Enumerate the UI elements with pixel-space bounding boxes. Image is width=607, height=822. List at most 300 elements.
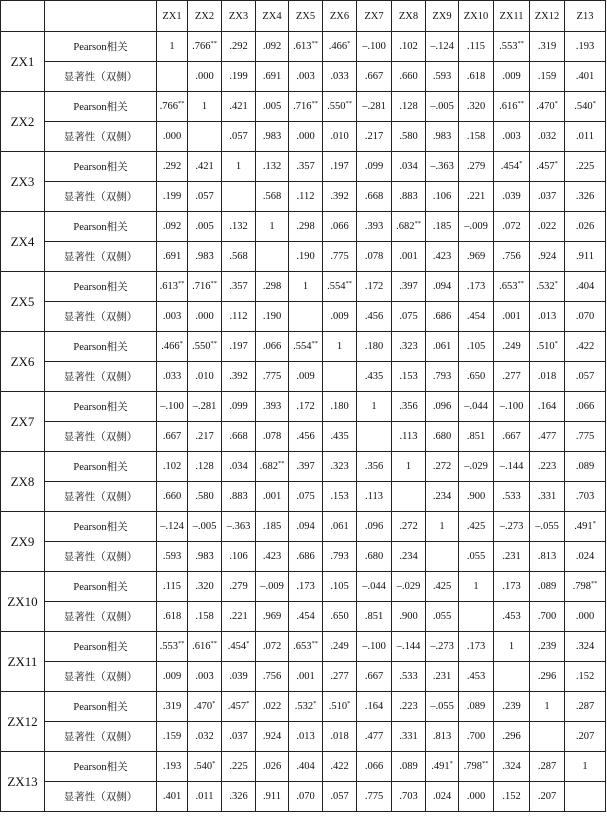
pearson-cell — [323, 332, 357, 362]
pearson-value: .540 — [574, 101, 593, 112]
significance-cell: .009 — [157, 662, 188, 692]
pearson-cell — [289, 92, 323, 122]
pearson-value: .319 — [537, 41, 557, 52]
corner-cell-2 — [45, 1, 157, 32]
pearson-value: .279 — [229, 581, 248, 592]
column-header: ZX1 — [157, 1, 188, 32]
pearson-value: .553 — [159, 641, 178, 652]
column-header: ZX3 — [222, 1, 256, 32]
significance-cell: .190 — [256, 302, 289, 332]
significance-cell: .231 — [426, 662, 459, 692]
significance-cell: .009 — [323, 302, 357, 332]
pearson-cell — [426, 32, 459, 62]
significance-cell: .793 — [323, 542, 357, 572]
significance-cell: .593 — [426, 62, 459, 92]
stat-label-significance: 显著性（双侧） — [45, 542, 157, 572]
pearson-value: .292 — [162, 161, 182, 172]
pearson-value: .292 — [229, 41, 248, 52]
pearson-value: 1 — [544, 701, 550, 712]
pearson-cell — [157, 332, 188, 362]
significance-cell: .668 — [222, 422, 256, 452]
pearson-value: –.100 — [362, 641, 386, 652]
significance-cell: .911 — [256, 782, 289, 812]
pearson-cell — [222, 272, 256, 302]
significance-cell: .003 — [289, 62, 323, 92]
pearson-value: –.009 — [464, 221, 488, 232]
significance-cell: .423 — [426, 242, 459, 272]
pearson-row — [1, 692, 606, 722]
significance-cell — [289, 302, 323, 332]
pearson-cell — [459, 632, 494, 662]
pearson-value: .716 — [293, 101, 312, 112]
pearson-cell — [392, 32, 426, 62]
pearson-cell — [459, 452, 494, 482]
pearson-cell — [256, 692, 289, 722]
significance-cell: .924 — [530, 242, 565, 272]
row-variable-label: ZX9 — [1, 512, 45, 572]
pearson-cell — [494, 272, 530, 302]
pearson-cell — [392, 512, 426, 542]
pearson-cell — [256, 632, 289, 662]
pearson-value: 1 — [582, 761, 588, 772]
pearson-cell — [256, 512, 289, 542]
significance-cell: .533 — [392, 662, 426, 692]
significance-cell: .667 — [357, 662, 392, 692]
pearson-cell — [459, 512, 494, 542]
pearson-cell — [357, 152, 392, 182]
pearson-cell — [256, 152, 289, 182]
pearson-value: –.100 — [499, 401, 524, 412]
pearson-cell — [494, 32, 530, 62]
pearson-value: .550 — [327, 101, 346, 112]
significance-cell: .900 — [392, 602, 426, 632]
significance-cell: .158 — [188, 602, 222, 632]
significance-cell: .775 — [357, 782, 392, 812]
pearson-value: .798 — [463, 761, 482, 772]
column-header: ZX6 — [323, 1, 357, 32]
pearson-cell — [157, 152, 188, 182]
pearson-value: .491 — [574, 521, 593, 532]
significance-cell: .070 — [565, 302, 606, 332]
significance-cell: .153 — [323, 482, 357, 512]
pearson-value: .554 — [293, 341, 312, 352]
pearson-value: .798 — [572, 581, 591, 592]
significance-marker: ** — [414, 220, 421, 227]
significance-cell: .618 — [157, 602, 188, 632]
pearson-value: .185 — [262, 521, 282, 532]
significance-cell: .158 — [459, 122, 494, 152]
significance-row — [1, 422, 606, 452]
pearson-value: .094 — [432, 281, 452, 292]
pearson-cell — [188, 692, 222, 722]
pearson-value: .425 — [466, 521, 486, 532]
pearson-cell — [323, 272, 357, 302]
significance-cell: .703 — [565, 482, 606, 512]
pearson-cell — [157, 212, 188, 242]
significance-cell: .018 — [323, 722, 357, 752]
significance-cell: .924 — [256, 722, 289, 752]
column-header: ZX10 — [459, 1, 494, 32]
significance-cell: .033 — [157, 362, 188, 392]
stat-label-pearson: Pearson相关 — [45, 392, 157, 422]
pearson-value: .066 — [364, 761, 384, 772]
significance-cell: .775 — [565, 422, 606, 452]
pearson-value: .397 — [296, 461, 315, 472]
pearson-cell — [323, 632, 357, 662]
pearson-cell — [222, 632, 256, 662]
pearson-value: –.044 — [362, 581, 386, 592]
pearson-cell — [426, 332, 459, 362]
pearson-value: .066 — [575, 401, 595, 412]
pearson-cell — [565, 332, 606, 362]
pearson-value: .239 — [502, 701, 521, 712]
pearson-value: .466 — [161, 341, 180, 352]
pearson-cell — [494, 632, 530, 662]
pearson-value: .105 — [466, 341, 486, 352]
pearson-cell — [565, 752, 606, 782]
significance-cell: .057 — [565, 362, 606, 392]
significance-cell: .199 — [157, 182, 188, 212]
column-header: Z13 — [565, 1, 606, 32]
significance-cell: .700 — [530, 602, 565, 632]
pearson-value: .323 — [330, 461, 349, 472]
pearson-cell — [323, 92, 357, 122]
pearson-value: .193 — [162, 761, 182, 772]
significance-cell: .000 — [459, 782, 494, 812]
significance-marker: ** — [210, 280, 217, 287]
stat-label-significance: 显著性（双侧） — [45, 662, 157, 692]
pearson-cell — [357, 332, 392, 362]
significance-cell: .533 — [494, 482, 530, 512]
significance-cell: .813 — [426, 722, 459, 752]
pearson-value: .319 — [162, 701, 182, 712]
pearson-value: .099 — [229, 401, 248, 412]
pearson-cell — [256, 452, 289, 482]
significance-cell: .813 — [530, 542, 565, 572]
pearson-cell — [530, 32, 565, 62]
pearson-cell — [494, 152, 530, 182]
pearson-cell — [459, 752, 494, 782]
significance-cell: .401 — [565, 62, 606, 92]
pearson-value: .653 — [293, 641, 312, 652]
row-variable-label: ZX8 — [1, 452, 45, 512]
row-variable-label: ZX7 — [1, 392, 45, 452]
pearson-value: .320 — [195, 581, 214, 592]
pearson-value: .089 — [466, 701, 486, 712]
pearson-cell — [188, 392, 222, 422]
significance-cell: .112 — [222, 302, 256, 332]
pearson-value: .128 — [399, 101, 418, 112]
pearson-cell — [357, 512, 392, 542]
pearson-cell — [392, 152, 426, 182]
pearson-cell — [188, 272, 222, 302]
pearson-value: .425 — [432, 581, 452, 592]
pearson-cell — [426, 632, 459, 662]
pearson-cell — [157, 272, 188, 302]
pearson-value: .172 — [364, 281, 384, 292]
stat-label-significance: 显著性（双侧） — [45, 242, 157, 272]
row-variable-label: ZX11 — [1, 632, 45, 692]
pearson-cell — [459, 692, 494, 722]
pearson-cell — [256, 752, 289, 782]
significance-marker: * — [592, 520, 596, 527]
row-variable-label: ZX12 — [1, 692, 45, 752]
significance-cell: .078 — [357, 242, 392, 272]
significance-marker: ** — [481, 760, 489, 767]
pearson-cell — [530, 752, 565, 782]
significance-marker: ** — [210, 40, 217, 47]
pearson-cell — [530, 272, 565, 302]
pearson-cell — [565, 32, 606, 62]
pearson-cell — [289, 692, 323, 722]
pearson-value: .550 — [192, 341, 211, 352]
pearson-value: .298 — [262, 281, 282, 292]
significance-marker: * — [554, 160, 558, 167]
pearson-value: .223 — [537, 461, 557, 472]
pearson-cell — [157, 392, 188, 422]
pearson-value: .132 — [262, 161, 282, 172]
pearson-value: .324 — [502, 761, 521, 772]
pearson-value: 1 — [508, 641, 515, 652]
stat-label-significance: 显著性（双侧） — [45, 302, 157, 332]
significance-cell: .000 — [565, 602, 606, 632]
pearson-cell — [256, 32, 289, 62]
pearson-value: .094 — [296, 521, 315, 532]
significance-row — [1, 782, 606, 812]
significance-cell: .650 — [459, 362, 494, 392]
pearson-cell — [426, 512, 459, 542]
column-header: ZX11 — [494, 1, 530, 32]
pearson-value: .532 — [536, 281, 555, 292]
pearson-cell — [289, 152, 323, 182]
stat-label-pearson: Pearson相关 — [45, 632, 157, 662]
significance-cell: .580 — [392, 122, 426, 152]
pearson-value: 1 — [405, 461, 412, 472]
pearson-cell — [426, 572, 459, 602]
pearson-value: .454 — [500, 161, 520, 172]
pearson-value: .225 — [575, 161, 595, 172]
stat-label-significance: 显著性（双侧） — [45, 482, 157, 512]
significance-cell — [323, 362, 357, 392]
pearson-row — [1, 152, 606, 182]
pearson-cell — [426, 212, 459, 242]
significance-cell: .331 — [530, 482, 565, 512]
significance-cell: .593 — [157, 542, 188, 572]
significance-marker: ** — [277, 460, 285, 467]
pearson-cell — [392, 92, 426, 122]
pearson-row — [1, 272, 606, 302]
pearson-value: .393 — [364, 221, 384, 232]
significance-cell: .003 — [157, 302, 188, 332]
significance-cell: .983 — [188, 242, 222, 272]
pearson-value: .613 — [159, 281, 178, 292]
pearson-cell — [530, 512, 565, 542]
pearson-value: .356 — [364, 461, 384, 472]
significance-cell: .106 — [222, 542, 256, 572]
pearson-cell — [426, 152, 459, 182]
stat-label-significance: 显著性（双侧） — [45, 782, 157, 812]
significance-cell: .296 — [494, 722, 530, 752]
pearson-cell — [222, 32, 256, 62]
significance-cell: .009 — [494, 62, 530, 92]
pearson-cell — [459, 572, 494, 602]
pearson-value: .132 — [229, 221, 248, 232]
pearson-value: .532 — [294, 701, 314, 712]
significance-marker: ** — [517, 100, 524, 107]
pearson-value: –.029 — [396, 581, 421, 592]
pearson-cell — [289, 212, 323, 242]
significance-cell: .775 — [323, 242, 357, 272]
significance-cell: .326 — [222, 782, 256, 812]
significance-cell: .969 — [256, 602, 289, 632]
pearson-value: .185 — [432, 221, 452, 232]
significance-cell: .883 — [222, 482, 256, 512]
pearson-cell — [289, 32, 323, 62]
pearson-cell — [157, 452, 188, 482]
significance-marker: * — [246, 640, 250, 647]
significance-cell: .686 — [289, 542, 323, 572]
pearson-value: .457 — [227, 701, 247, 712]
pearson-cell — [426, 92, 459, 122]
significance-cell: .435 — [357, 362, 392, 392]
pearson-cell — [392, 212, 426, 242]
pearson-row — [1, 632, 606, 662]
significance-cell: .221 — [222, 602, 256, 632]
significance-cell: .075 — [289, 482, 323, 512]
pearson-value: .197 — [229, 341, 248, 352]
pearson-cell — [530, 452, 565, 482]
row-variable-label: ZX3 — [1, 152, 45, 212]
significance-cell — [565, 782, 606, 812]
pearson-value: –.281 — [362, 101, 386, 112]
pearson-value: 1 — [439, 521, 445, 532]
pearson-cell — [222, 212, 256, 242]
stat-label-significance: 显著性（双侧） — [45, 62, 157, 92]
significance-marker: ** — [311, 340, 318, 347]
pearson-value: .393 — [262, 401, 282, 412]
pearson-cell — [357, 752, 392, 782]
pearson-cell — [459, 212, 494, 242]
significance-cell: .456 — [357, 302, 392, 332]
significance-marker: ** — [177, 280, 185, 287]
significance-cell: .900 — [459, 482, 494, 512]
pearson-value: .491 — [431, 761, 450, 772]
significance-row — [1, 182, 606, 212]
pearson-value: .422 — [575, 341, 595, 352]
pearson-value: .092 — [262, 41, 282, 52]
significance-cell: .883 — [392, 182, 426, 212]
pearson-cell — [222, 692, 256, 722]
pearson-value: 1 — [169, 41, 175, 52]
pearson-cell — [157, 572, 188, 602]
pearson-value: .404 — [575, 281, 595, 292]
stat-label-significance: 显著性（双侧） — [45, 722, 157, 752]
significance-cell: .010 — [323, 122, 357, 152]
significance-cell: .011 — [565, 122, 606, 152]
column-header: ZX2 — [188, 1, 222, 32]
significance-marker: ** — [590, 580, 598, 587]
pearson-cell — [157, 632, 188, 662]
column-header: ZX8 — [392, 1, 426, 32]
stat-label-pearson: Pearson相关 — [45, 212, 157, 242]
pearson-value: .089 — [537, 581, 557, 592]
significance-cell: .152 — [565, 662, 606, 692]
significance-cell: .000 — [157, 122, 188, 152]
pearson-value: .239 — [537, 641, 557, 652]
pearson-cell — [188, 152, 222, 182]
pearson-value: .249 — [502, 341, 521, 352]
significance-cell: .969 — [459, 242, 494, 272]
pearson-cell — [222, 572, 256, 602]
column-header: ZX9 — [426, 1, 459, 32]
significance-marker: * — [347, 40, 351, 47]
significance-marker: * — [449, 760, 453, 767]
pearson-value: .197 — [330, 161, 349, 172]
pearson-cell — [289, 572, 323, 602]
pearson-cell — [565, 632, 606, 662]
pearson-cell — [357, 572, 392, 602]
significance-marker: ** — [311, 640, 318, 647]
row-variable-label: ZX13 — [1, 752, 45, 812]
pearson-cell — [157, 512, 188, 542]
significance-cell: .277 — [323, 662, 357, 692]
pearson-value: .613 — [293, 41, 312, 52]
significance-row — [1, 602, 606, 632]
pearson-value: .397 — [399, 281, 418, 292]
significance-cell: .667 — [157, 422, 188, 452]
pearson-cell — [357, 452, 392, 482]
pearson-value: .540 — [193, 761, 213, 772]
pearson-row — [1, 212, 606, 242]
pearson-value: –.144 — [396, 641, 421, 652]
pearson-cell — [289, 392, 323, 422]
stat-label-significance: 显著性（双侧） — [45, 122, 157, 152]
pearson-cell — [494, 752, 530, 782]
pearson-value: .072 — [502, 221, 521, 232]
significance-cell: .660 — [157, 482, 188, 512]
significance-cell: .234 — [426, 482, 459, 512]
pearson-value: .466 — [328, 41, 348, 52]
pearson-value: .022 — [537, 221, 557, 232]
significance-cell — [188, 122, 222, 152]
significance-cell: .159 — [530, 62, 565, 92]
significance-marker: * — [313, 700, 317, 707]
pearson-cell — [426, 692, 459, 722]
significance-marker: * — [246, 700, 250, 707]
pearson-cell — [289, 272, 323, 302]
significance-cell: .983 — [188, 542, 222, 572]
significance-cell: .793 — [426, 362, 459, 392]
pearson-cell — [289, 332, 323, 362]
pearson-cell — [494, 452, 530, 482]
pearson-value: .005 — [262, 101, 282, 112]
significance-cell: .013 — [289, 722, 323, 752]
pearson-value: –.044 — [464, 401, 488, 412]
pearson-cell — [565, 572, 606, 602]
significance-cell: .392 — [222, 362, 256, 392]
significance-cell: .003 — [494, 122, 530, 152]
pearson-value: .323 — [399, 341, 418, 352]
significance-cell: .112 — [289, 182, 323, 212]
pearson-value: .457 — [536, 161, 555, 172]
pearson-value: .357 — [296, 161, 315, 172]
significance-cell: .691 — [256, 62, 289, 92]
pearson-value: .356 — [399, 401, 418, 412]
significance-cell: .001 — [256, 482, 289, 512]
pearson-value: .173 — [502, 581, 521, 592]
significance-cell: .037 — [530, 182, 565, 212]
pearson-cell — [426, 752, 459, 782]
